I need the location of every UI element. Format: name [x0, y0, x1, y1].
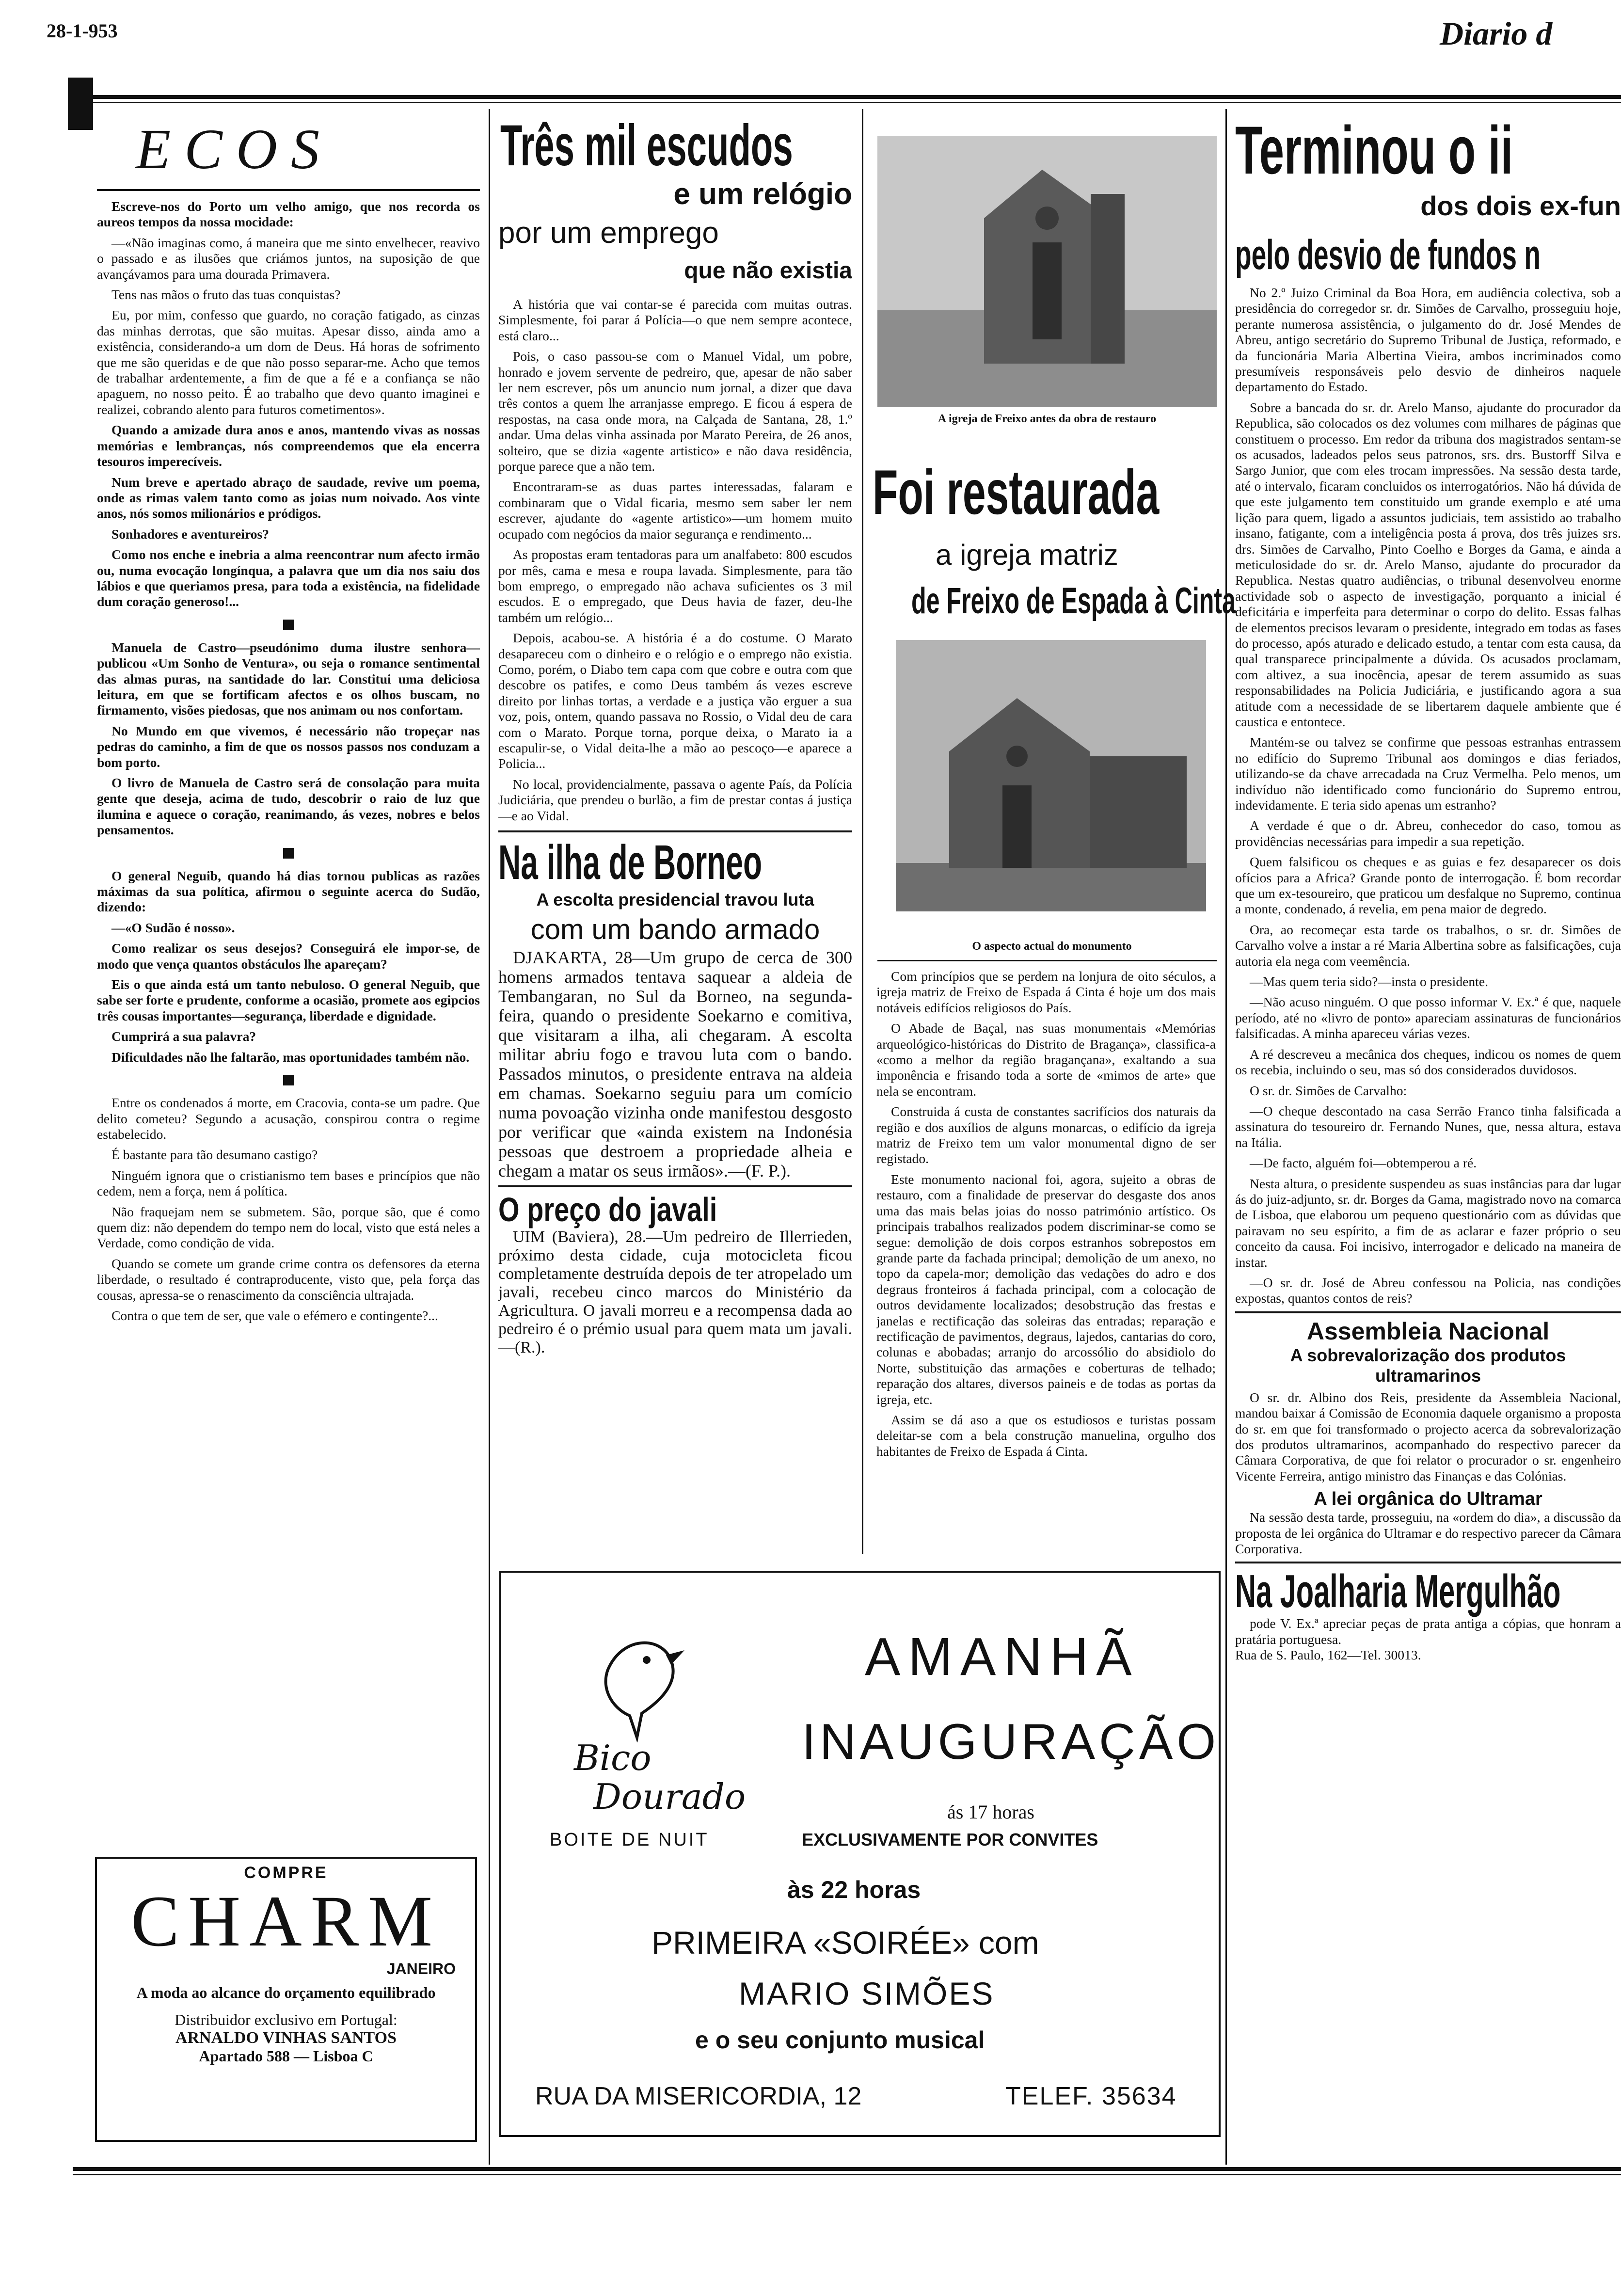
article-paragraph: Não fraquejam nem se submetem. São, porque são, que é como quem diz: não dependem do tempo nem do local, visto que está neles a Verdade, como condição de vida. [97, 1204, 480, 1251]
article-paragraph: Como nos enche e inebria a alma reencontrar num afecto irmão ou, numa evocação longínqua, a palavra que um dia nos saiu dos lábios e que queriamos presa, para toda a existência, na fidelidade dum coração generoso!... [97, 547, 480, 609]
julgamento-sub2: pelo desvio de fundos n [1235, 232, 1541, 278]
column-restaurada-body [876, 969, 1216, 1546]
article-paragraph: Com princípios que se perdem na lonjura de oito séculos, a igreja matriz de Freixo de Espada á Cinta é hoje um dos mais notáveis edifícios religiosos do País. [876, 969, 1216, 1015]
top-rule-thick [73, 95, 1621, 99]
church-caption-before: A igreja de Freixo antes da obra de restauro [938, 413, 1157, 425]
article-paragraph: Quando a amizade dura anos e anos, mantendo vivas as nossas memórias e lembranças, nós compreendemos que ela encerra tesouros imperecíveis. [97, 422, 480, 469]
charm-distributor-label: Distribuidor exclusivo em Portugal: [175, 2011, 397, 2028]
article-paragraph: Manuela de Castro—pseudónimo duma ilustre senhora—publicou «Um Sonho de Ventura», ou seja o romance sentimental das almas puras, na santidade do lar. Constitui uma deliciosa leitura, em que se fortificam afectos e os olhos buscam, no firmamento, visões piedosas, que nos animam ou nos confortam. [97, 639, 480, 718]
restaurada-sub1: a igreja matriz [936, 539, 1118, 571]
charm-advertisement [95, 1857, 477, 2142]
charm-distributor-name: ARNALDO VINHAS SANTOS [175, 2029, 397, 2047]
church-rule [877, 960, 1217, 961]
article-paragraph: Quando se comete um grande crime contra os defensores da eterna liberdade, o resultado é contraproducente, visto que, pela força das cousas, apressa-se o renascimento da consciência ultrajada. [97, 1256, 480, 1303]
bico-conjunto: e o seu conjunto musical [695, 2026, 985, 2054]
joalharia-rule [1235, 1562, 1621, 1563]
bottom-rule-thick [73, 2167, 1621, 2171]
church-before-image [877, 136, 1217, 407]
article-paragraph: Quem falsificou os cheques e as guias e fez desaparecer os dois ofícios para a Africa? Grande ponto de interrogação. É bom recordar que um ex-tesoureiro, que praticou um desfalque no Supremo, continua a monte, condenado, á revelia, em pena maior de degredo. [1235, 854, 1621, 917]
ultramar-body: Na sessão desta tarde, prosseguiu, na «ordem do dia», a discussão da proposta de lei orgânica do Ultramar e do respectivo parecer da Câmara Corporativa. [1235, 1510, 1621, 1557]
charm-compre: COMPRE [244, 1864, 328, 1882]
article-paragraph: O livro de Manuela de Castro será de consolação para muita gente que deseja, acima de tudo, descobrir o raio de luz que ilumina e aquece o coração, reanimando, ás vezes, nobres e belos pensamentos. [97, 775, 480, 838]
article-paragraph: Pois, o caso passou-se com o Manuel Vidal, um pobre, honrado e jovem servente de pedreiro, que, apesar de não saber ler nem escrever, pôs um anuncio num jornal, a dizer que dava três contos a quem lhe arranjasse emprego. E ficou á espera de respostas, na casa onde mora, na Calçada de Santana, 28, 1.º andar. Uma delas vinha assinada por Marato Pereira, de 26 anos, solteiro, que se dizia «agente artistico» e não dava residência, porque parece que a não tem. [498, 349, 852, 474]
church-photo-after [896, 640, 1206, 911]
bico-logo-line1: Bico [574, 1738, 652, 1778]
ecos-body [97, 199, 480, 1323]
article-paragraph: —«Não imaginas como, á maneira que me sinto envelhecer, reavivo o passado e as ilusões que criámos juntos, na suposição de que avançávamos para uma dourada Primavera. [97, 235, 480, 282]
tres-mil-sub1: e um relógio [673, 177, 852, 211]
borneo-body: DJAKARTA, 28—Um grupo de cerca de 300 homens armados tentava saquear a aldeia de Tembangaran, no Sul da Borneo, na segunda-feira, quando o presidente Soekarno e comitiva, que visitaram a ilha, ali chegaram. A escolta militar abriu fogo e travou luta com o bando. Passados minutos, o presidente entrava na aldeia em chamas. Soekarno seguiu para um comício numa povoação vizinha onde manifestou desgosto por verificar que «ainda existem na Indonésia pessoas que destroem a propriedade alheia e chegam a matar os seus irmãos».—(F. P.). [498, 948, 852, 1180]
bico-time2: às 22 horas [787, 1876, 921, 1903]
restaurada-sub2: de Freixo de Espada à Cinta [911, 580, 1236, 622]
article-paragraph: Mantém-se ou talvez se confirme que pessoas estranhas entrassem no edifício do Supremo Tribunal aos domingos e dias feriados, utilizando-se da chave arrecadada na Cruz Vermelha. Pelo menos, um indivíduo não identificado como funcionário do Supremo entrou, indevidamente. E teria sido apenas um estranho? [1235, 734, 1621, 813]
tres-mil-headline: Três mil escudos [500, 116, 793, 178]
charm-address: Apartado 588 — Lisboa C [199, 2047, 373, 2065]
article-paragraph: —Mas quem teria sido?—insta o presidente. [1250, 974, 1488, 989]
article-paragraph: No Mundo em que vivemos, é necessário não tropeçar nas pedras do caminho, a fim de que os nossos passos nos conduzam a bom porto. [97, 723, 480, 770]
separator-square-icon [283, 848, 294, 859]
article-paragraph: Depois, acabou-se. A história é a do costume. O Marato desapareceu com o dinheiro e o relógio e o emprego não existia. Como, porém, o Diabo tem capa com que cobre e outra com que descobre os patifes, e como Deus também ás vezes escreve direito por linhas tortas, a verdade e a justiça vão erguer a sua voz, pois, ontem, quando passava no Rossio, o Vidal deu de cara com o Marato. Porque torna, porque deixa, o Marato ia a escapulir-se, o Vidal deita-lhe a mão ao pescoço—e aparece a Policia... [498, 630, 852, 771]
borneo-sub1: A escolta presidencial travou luta [536, 890, 814, 909]
article-paragraph: Entre os condenados á morte, em Cracovia, conta-se um padre. Que delito cometeu? Segundo a acusação, conspirou contra o regime estabelecido. [97, 1095, 480, 1142]
javali-body: UIM (Baviera), 28.—Um pedreiro de Illerrieden, próximo desta cidade, cuja motocicleta ficou completamente destruída depois de ter atropelado um javali, recebeu cinco marcos do Ministério da Agricultura. O javali morreu e a recompensa dada ao pedreiro é o prémio usual para quem mata um javali.—(R.). [498, 1228, 852, 1356]
borneo-sub2: com um bando armado [530, 914, 820, 945]
article-paragraph: Tens nas mãos o fruto das tuas conquistas? [111, 287, 341, 303]
article-paragraph: Cumprirá a sua palavra? [111, 1029, 256, 1044]
article-paragraph: Contra o que tem de ser, que vale o efémero e contingente?... [111, 1307, 438, 1323]
ecos-title: ECOS [136, 117, 333, 181]
separator-square-icon [283, 1075, 294, 1085]
bico-amanha: AMANHÃ [865, 1627, 1140, 1687]
article-paragraph: Nesta altura, o presidente suspendeu as suas instâncias para dar lugar ás do juiz-adjunto, sr. dr. Borges da Gama, magistrado novo na comarca de Lisboa, que elaborou um pequeno questionário com as dúvidas que pairavam no seu espírito, a fim de as aclarar e fazer próprio o seu conceito da causa. Foi incisivo, interrogador e delicado na maneira de instar. [1235, 1176, 1621, 1270]
bird-logo-icon [588, 1631, 685, 1742]
bico-artist: MARIO SIMÕES [739, 1976, 995, 2011]
article-paragraph: —O cheque descontado na casa Serrão Franco tinha falsificada a assinatura do tesoureiro dr. Fernando Nunes, que, nessa altura, estava na Itália. [1235, 1103, 1621, 1150]
article-paragraph: Assim se dá aso a que os estudiosos e turistas possam deleitar-se com a bela construção manuelina, orgulho dos habitantes de Freixo de Espada á Cinta. [876, 1412, 1216, 1459]
restaurada-headline: Foi restaurada [873, 457, 1160, 527]
javali-rule [498, 1185, 852, 1187]
column-rule-1 [489, 109, 490, 2165]
column-tres-mil [498, 116, 852, 1551]
church-caption-after: O aspecto actual do monumento [972, 940, 1132, 953]
joalharia-headline: Na Joalharia Mergulhão [1235, 1565, 1561, 1618]
charm-brand: CHARM [130, 1881, 442, 1961]
article-paragraph: Num breve e apertado abraço de saudade, revive um poema, onde as rimas valem tanto como as joias num noivado. Aos vinte anos, nós somos milionários e pródigos. [97, 474, 480, 521]
article-paragraph: Encontraram-se as duas partes interessadas, falaram e combinaram que o Vidal ficaria, mesmo sem saber ler nem escrever, ajudante do «agente artistico»—um homem muito ocupado com negócios da maior segurança e rendimento... [498, 479, 852, 542]
article-paragraph: Eu, por mim, confesso que guardo, no coração fatigado, as cinzas das minhas derrotas, que são muitas. Apesar disso, ainda amo a existência, considerando-a um dom de Deus. Há horas de sofrimento que me são queridas e de que não posso separar-me. Acho que temos de trabalhar ardentemente, a fim de que a fé e a confiança se não apaguem, no nosso peito. É ao trabalho que devo quanto imaginei e realizei, cobrando alento para futuros cometimentos». [97, 307, 480, 417]
tres-mil-sub2: por um emprego [498, 216, 719, 250]
ultramar-headline: A lei orgânica do Ultramar [1314, 1489, 1542, 1510]
article-paragraph: —«O Sudão é nosso». [111, 920, 235, 935]
tres-mil-sub3: que não existia [684, 258, 852, 284]
article-paragraph: Como realizar os seus desejos? Conseguirá ele impor-se, de modo que vença quantos obstáculos lhe apareçam? [97, 941, 480, 972]
article-paragraph: A verdade é que o dr. Abreu, conhecedor do caso, tomou as providências necessárias para impedir a sua repetição. [1235, 818, 1621, 849]
masthead-paper-name: Diario d [1440, 15, 1553, 52]
church-after-image [896, 640, 1206, 911]
article-paragraph: Este monumento nacional foi, agora, sujeito a obras de restauro, com a finalidade de preservar do desgaste dos anos uma das mais belas joias do nosso património artístico. Os principais trabalhos realizados podem discriminar-se como se segue: demolição de dois corpos estranhos sobrepostos em grande parte da fachada principal; demolição de um anexo, no topo da capela-mor; demolição das vedações do adro e dos degraus fronteiros á fachada principal, com a colocação de outros devidamente localizados; desobstrução das frestas e janelas e rectificação das soleiras das entradas; reparação e rectificação de pavimentos, degraus, lajedos, cantarias do coro, colunas e abobadas; arranjo do arcossólio do absidiolo do Norte, substituição das armações e coberturas de telhado; reparação dos altares, diversos paineis e de todas as portas da igreja, etc. [876, 1171, 1216, 1407]
bico-address: RUA DA MISERICORDIA, 12 [535, 2082, 862, 2110]
article-paragraph: Dificuldades não lhe faltarão, mas oportunidades também não. [111, 1049, 470, 1065]
bico-logo-line2: Dourado [593, 1776, 746, 1817]
borneo-headline: Na ilha de Borneo [498, 835, 763, 890]
joalharia-address: Rua de S. Paulo, 162—Tel. 30013. [1235, 1647, 1421, 1663]
article-paragraph: Sonhadores e aventureiros? [111, 526, 270, 542]
bico-dourado-advertisement [499, 1571, 1221, 2137]
assembleia-body: O sr. dr. Albino dos Reis, presidente da Assembleia Nacional, mandou baixar á Comissão de Economia daquele organismo a proposta do sr. em que foi transformado o projecto acerca da sobrevalorização dos produtos ultramarinos, acompanhado do respectivo parecer da Câmara Corporativa, de que foi relator o procurador o sr. engenheiro Vicente Ferreira, antigo ministro das Finanças e das Colónias. [1235, 1389, 1621, 1483]
bottom-rule-thin [73, 2174, 1621, 2175]
bico-soiree: PRIMEIRA «SOIRÉE» com [652, 1925, 1039, 1961]
article-paragraph: A história que vai contar-se é parecida com muitas outras. Simplesmente, foi parar á Polícia—o que nem sempre acontece, está claro... [498, 297, 852, 343]
article-paragraph: É bastante para tão desumano castigo? [111, 1147, 318, 1163]
article-paragraph: O general Neguib, quando há dias tornou publicas as razões máximas da sua política, afirmou o seguinte acerca do Sudão, dizendo: [97, 868, 480, 915]
article-paragraph: Eis o que ainda está um tanto nebuloso. O general Neguib, que sabe ser forte e prudente, conforme a ocasião, promete aos egipcios três cousas importantes—segurança, liberdade e dignidade. [97, 977, 480, 1023]
article-paragraph: No 2.º Juizo Criminal da Boa Hora, em audiência colectiva, sob a presidência do corregedor sr. dr. Simões de Carvalho, prosseguiu hoje, perante numerosa assistência, o julgamento do dr. José Mendes de Abreu, antigo secretário do Supremo Tribunal de Justiça, reformado, e da funcionária Maria Albertina Vieira, ambos incriminados como presumíveis responsáveis pelo desvio de dinheiros naquele departamento do Estado. [1235, 285, 1621, 395]
tres-mil-body [498, 297, 852, 824]
article-paragraph: Ora, ao recomeçar esta tarde os trabalhos, o sr. dr. Simões de Carvalho volve a instar a ré Maria Albertina sobre as falsificações, cuja autoria ela nega com veemência. [1235, 922, 1621, 969]
assembleia-headline: Assembleia Nacional [1306, 1317, 1550, 1345]
article-paragraph: —De facto, alguém foi—obtemperou a ré. [1250, 1155, 1477, 1171]
julgamento-body [1235, 285, 1621, 1307]
church-photo-before [877, 136, 1217, 407]
separator-square-icon [283, 620, 294, 630]
borneo-rule [498, 830, 852, 832]
column-rule-3 [1225, 109, 1227, 2165]
assembleia-rule [1235, 1311, 1621, 1313]
article-paragraph: —Não acuso ninguém. O que posso informar V. Ex.ª é que, naquele período, até no «livro de ponto» apareciam assinaturas de funcionários falsificadas. A minha apareceu várias vezes. [1235, 994, 1621, 1041]
article-paragraph: A ré descreveu a mecânica dos cheques, indicou os nomes de quem os recebia, incluindo o seu, mas só dos considerados duvidosos. [1235, 1046, 1621, 1078]
top-rule-thin [73, 102, 1621, 103]
article-paragraph: O Abade de Baçal, nas suas monumentais «Memórias arqueológico-históricas do Distrito de Bragança», classifica-a «como a melhor da região bragançana», exaltando a sua imponência e frisando toda a sorte de «mimos de arte» que nela se encontram. [876, 1020, 1216, 1099]
bico-inauguracao: INAUGURAÇÃO [802, 1714, 1220, 1770]
bico-boite: BOITE DE NUIT [550, 1830, 709, 1850]
article-paragraph: Escreve-nos do Porto um velho amigo, que nos recorda os aureos tempos da nossa mocidade: [97, 199, 480, 230]
restaurada-body [876, 969, 1216, 1459]
article-paragraph: —O sr. dr. José de Abreu confessou na Policia, nas condições expostas, quantos contos de reis? [1235, 1275, 1621, 1306]
column-ecos [97, 116, 480, 1833]
charm-slogan: A moda ao alcance do orçamento equilibrado [136, 1984, 436, 2001]
bico-time1: ás 17 horas [947, 1801, 1034, 1823]
joalharia-body: pode V. Ex.ª apreciar peças de prata antiga a cópias, que honram a pratária portuguesa. [1235, 1616, 1621, 1647]
julgamento-headline: Terminou o ii [1235, 116, 1513, 188]
column-rule-2 [862, 109, 863, 1554]
bico-phone: TELEF. 35634 [1005, 2082, 1177, 2110]
julgamento-sub1: dos dois ex-fun [1420, 191, 1621, 221]
page-date: 28-1-953 [47, 20, 118, 42]
bico-convites: EXCLUSIVAMENTE POR CONVITES [802, 1830, 1098, 1850]
charm-city: JANEIRO [386, 1960, 456, 1977]
article-paragraph: No local, providencialmente, passava o agente País, da Polícia Judiciária, que prendeu o burlão, a fim de prestar contas á justiça—e ao Vidal. [498, 776, 852, 823]
article-paragraph: O sr. dr. Simões de Carvalho: [1250, 1083, 1407, 1098]
article-paragraph: Sobre a bancada do sr. dr. Arelo Manso, ajudante do procurador da Republica, são colocados os dez volumes com milhares de páginas que constituem o processo. Em redor da tribuna dos magistrados sentam-se os acusados, ladeados pelos seus patronos, srs. drs. Bustorff Silva e Sargo Junior, que com eles trocam impressões. Na sessão desta tarde, até o intervalo, ficaram concluidos os interrogatórios. Não há dúvida de que este julgamento tem constituido um grande exemplo e até uma lição para quem, ligado a assuntos judiciais, tem assistido ao trabalho insano, fatigante, com a inteligência posta á prova, dos três juizes srs. drs. Simões de Carvalho, Pinto Coelho e Borges da Gama, e ainda a meticulosidade do sr. dr. Arelo Manso, ajudante do procurador da Republica. Nestas quatro audiências, o tribunal desenvolveu enorme actividade sob o aspecto de investigação, porquanto a inicial é deficitária e imperfeita para determinar o corpo do delito. Essas falhas de elementos precisos levaram o presidente, integrado em todas as fases do processo, após aturado e delicado estudo, a tentar com esta causa, da qual transparece principalmente a dúvida. Os acusados proclamam, com altivez, a sua inocência, apesar de terem assumido as suas responsabilidades na Policia Judiciária, e justificando agora a sua atitude com a necessidade de se libertarem daquele ambiente que é caustica e entontece. [1235, 399, 1621, 729]
column-julgamento [1235, 116, 1621, 2152]
article-paragraph: Ninguém ignora que o cristianismo tem bases e princípios que não cedem, nem a força, nem á política. [97, 1167, 480, 1199]
left-margin-bar [68, 78, 93, 130]
article-paragraph: As propostas eram tentadoras para um analfabeto: 800 escudos por mês, cama e mesa e roupa lavada. Simplesmente, para tão bom emprego, o empregado não achava suficientes os 3 mil escudos. E o empregado, que Deus havia de fazer, deu-lhe também um relógio... [498, 547, 852, 625]
javali-headline: O preço do javali [498, 1191, 717, 1228]
ecos-rule [97, 189, 480, 191]
article-paragraph: Construida á custa de constantes sacrifícios dos naturais da região e dos auxílios de alguns monarcas, o edifício da igreja matriz de Freixo tem um valor monumental digno de ser registado. [876, 1104, 1216, 1166]
assembleia-sub: A sobrevalorização dos produtos ultramarinos [1290, 1345, 1566, 1386]
